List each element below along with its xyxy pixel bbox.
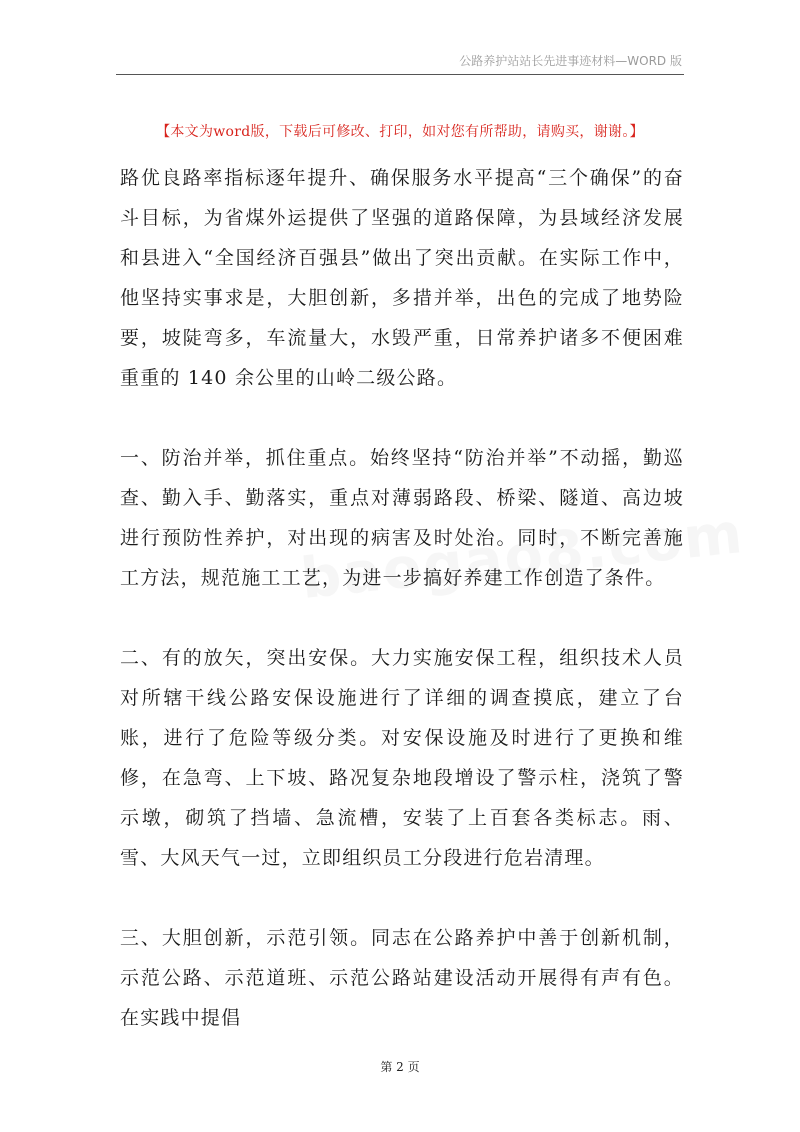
download-notice: 【本文为word版，下载后可修改、打印，如对您有所帮助，请购买，谢谢。】: [156, 124, 644, 140]
paragraph: 三、大胆创新，示范引领。同志在公路养护中善于创新机制，示范公路、示范道班、示范公路站建设活动开展得有声有色。在实践中提倡: [120, 927, 684, 1029]
running-header: 公路养护站站长先进事迹材料—WORD 版: [459, 54, 682, 68]
page-number: 第 2 页: [380, 1060, 420, 1074]
document-body: [120, 158, 684, 1038]
header-divider: [116, 74, 684, 75]
paragraph: 二、有的放矢，突出安保。大力实施安保工程，组织技术人员对所辖干线公路安保设施进行了详细的调查摸底，建立了台账，进行了危险等级分类。对安保设施及时进行了更换和维修，在急弯、上下坡、路况复杂地段增设了警示柱，浇筑了警示墩，砌筑了挡墙、急流槽，安装了上百套各类标志。雨、雪、大风天气一过，立即组织员工分段进行危岩清理。: [120, 647, 684, 869]
paragraph: 路优良路率指标逐年提升、确保服务水平提高“三个确保”的奋斗目标，为省煤外运提供了坚强的道路保障，为县域经济发展和县进入“全国经济百强县”做出了突出贡献。在实际工作中，他坚持实事求是，大胆创新，多措并举，出色的完成了地势险要，坡陡弯多，车流量大，水毁严重，日常养护诸多不便困难重重的 140 余公里的山岭二级公路。: [120, 167, 684, 389]
paragraph: 一、防治并举，抓住重点。始终坚持“防治并举”不动摇，勤巡查、勤入手、勤落实，重点对薄弱路段、桥梁、隧道、高边坡进行预防性养护，对出现的病害及时处治。同时，不断完善施工方法，规范施工工艺，为进一步搞好养建工作创造了条件。: [120, 447, 684, 589]
